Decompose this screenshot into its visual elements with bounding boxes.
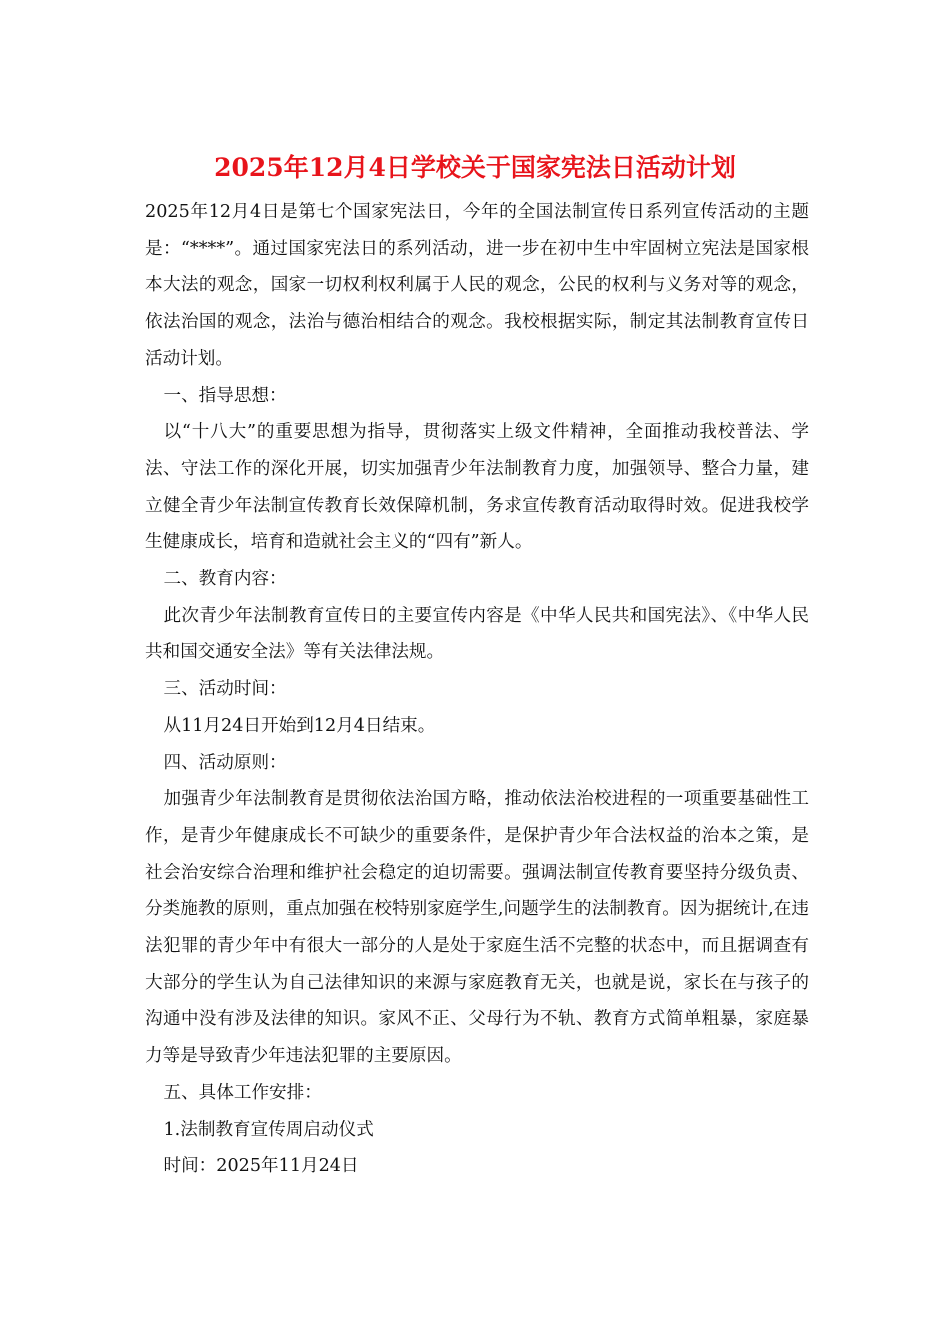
guiding-thought-paragraph: 以“十八大”的重要思想为指导，贯彻落实上级文件精神，全面推动我校普法、学法、守法工作的深化开展，切实加强青少年法制教育力度，加强领导、整合力量，建立健全青少年法制宣传教育长效保障机制，务求宣传教育活动取得时效。促进我校学生健康成长，培育和造就社会主义的“四有”新人。 [145,422,809,553]
document-body [145,194,809,1185]
section-heading-activity-time: 三、活动时间： [163,679,287,700]
education-content-paragraph: 此次青少年法制教育宣传日的主要宣传内容是《中华人民共和国宪法》、《中华人民共和国交通安全法》等有关法律法规。 [145,605,809,663]
section-heading-education-content: 二、教育内容： [163,569,287,590]
document-title: 2025年12月4日学校关于国家宪法日活动计划 [214,153,736,182]
section-heading-guiding-thought: 一、指导思想： [163,385,287,406]
work-arrangement-item-1: 1.法制教育宣传周启动仪式 [163,1119,374,1140]
activity-time-paragraph: 从11月24日开始到12月4日结束。 [163,715,436,736]
work-arrangement-time: 时间：2025年11月24日 [163,1156,359,1177]
intro-paragraph: 2025年12月4日是第七个国家宪法日，今年的全国法制宣传日系列宣传活动的主题是：“****”。通过国家宪法日的系列活动，进一步在初中生中牢固树立宪法是国家根本大法的观念，国家一切权利权利属于人民的观念，公民的权利与义务对等的观念，依法治国的观念，法治与德治相结合的观念。我校根据实际，制定其法制教育宣传日活动计划。 [145,202,809,369]
section-heading-work-arrangement: 五、具体工作安排： [163,1082,322,1103]
section-heading-activity-principle: 四、活动原则： [163,752,287,773]
activity-principle-paragraph: 加强青少年法制教育是贯彻依法治国方略，推动依法治校进程的一项重要基础性工作，是青少年健康成长不可缺少的重要条件，是保护青少年合法权益的治本之策，是社会治安综合治理和维护社会稳定的迫切需要。强调法制宣传教育要坚持分级负责、分类施教的原则，重点加强在校特别家庭学生,问题学生的法制教育。因为据统计,在违法犯罪的青少年中有很大一部分的人是处于家庭生活不完整的状态中，而且据调查有大部分的学生认为自己法律知识的来源与家庭教育无关，也就是说，家长在与孩子的沟通中没有涉及法律的知识。家风不正、父母行为不轨、教育方式简单粗暴，家庭暴力等是导致青少年违法犯罪的主要原因。 [145,789,809,1067]
